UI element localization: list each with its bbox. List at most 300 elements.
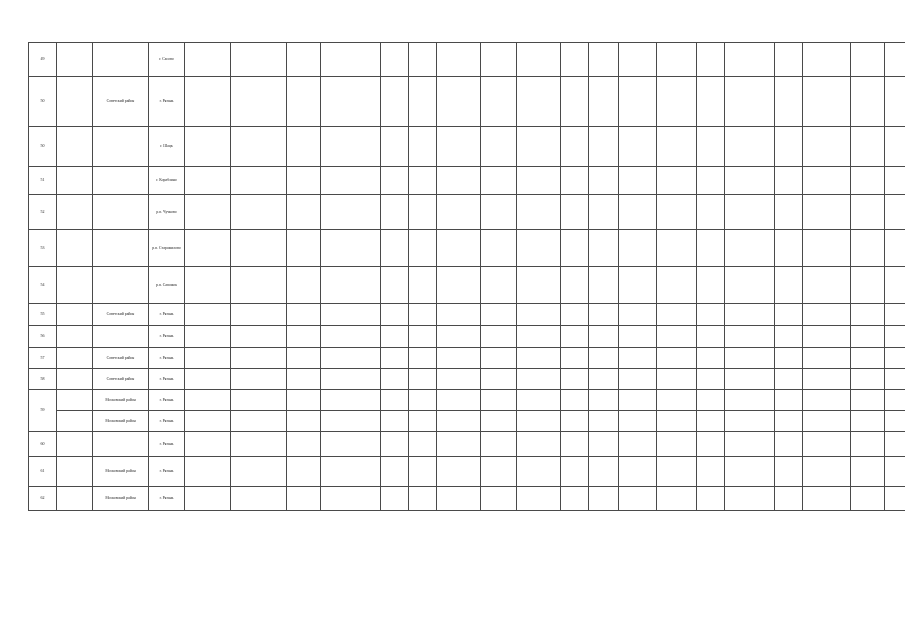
table-cell [231,457,287,487]
table-cell [185,487,231,511]
table-cell [589,267,619,304]
table-cell [381,390,409,411]
table-cell [657,43,697,77]
table-cell [885,195,905,230]
table-cell [57,304,93,326]
table-cell [185,457,231,487]
table-cell [851,195,885,230]
table-cell [589,195,619,230]
table-cell [697,267,725,304]
locality-cell: р.п. Чучково [149,195,185,230]
table-cell [803,304,851,326]
table-cell [775,167,803,195]
table-cell [321,230,381,267]
table-cell [803,487,851,511]
locality-cell: р.п. Старожилово [149,230,185,267]
table-row [29,390,905,411]
table-cell [619,411,657,432]
table-cell [803,369,851,390]
table-cell [803,267,851,304]
table-cell [725,304,775,326]
table-cell [697,457,725,487]
table-cell [657,195,697,230]
table-cell [409,390,437,411]
table-cell [287,304,321,326]
table-cell [481,304,517,326]
table-cell [481,230,517,267]
table-cell [481,43,517,77]
table-cell [885,43,905,77]
table-cell [851,369,885,390]
table-cell [561,390,589,411]
table-cell [287,167,321,195]
table-cell [725,127,775,167]
table-row [29,369,905,390]
table-cell [775,43,803,77]
table-cell [517,432,561,457]
table-cell [437,487,481,511]
table-cell [481,77,517,127]
table-cell [437,432,481,457]
table-cell [481,167,517,195]
table-cell [619,326,657,348]
table-cell [517,77,561,127]
locality-cell: р.п. Сапожок [149,267,185,304]
district-cell [93,326,149,348]
table-cell [409,432,437,457]
locality-cell: г. Шацк [149,127,185,167]
table-cell [657,432,697,457]
table-cell [657,304,697,326]
table-cell [885,326,905,348]
row-number: 49 [29,43,57,77]
locality-cell: г. Рязань [149,411,185,432]
table-cell [481,195,517,230]
district-cell: Советский район [93,348,149,369]
table-cell [657,230,697,267]
table-cell [885,77,905,127]
table-cell [561,304,589,326]
table-row [29,127,905,167]
table-cell [775,457,803,487]
table-cell [851,167,885,195]
table-cell [885,167,905,195]
table-cell [697,43,725,77]
table-cell [725,457,775,487]
table-cell [321,267,381,304]
table-cell [589,369,619,390]
table-cell [437,348,481,369]
table-cell [657,167,697,195]
table-cell [231,326,287,348]
table-row [29,43,905,77]
table-cell [657,267,697,304]
row-number: 59 [29,390,57,432]
table-cell [57,369,93,390]
table-cell [381,348,409,369]
district-cell: Советский район [93,369,149,390]
table-row [29,267,905,304]
table-cell [231,432,287,457]
table-cell [803,127,851,167]
table-cell [619,77,657,127]
table-cell [409,43,437,77]
table-cell [697,304,725,326]
table-cell [561,348,589,369]
table-cell [57,457,93,487]
table-cell [619,195,657,230]
table-cell [697,195,725,230]
table-cell [321,369,381,390]
table-cell [775,326,803,348]
table-cell [381,167,409,195]
locality-cell: г. Сасово [149,43,185,77]
table-cell [437,326,481,348]
district-cell [93,267,149,304]
table-cell [775,230,803,267]
table-cell [589,326,619,348]
table-row [29,304,905,326]
table-cell [231,43,287,77]
table-cell [321,411,381,432]
locality-cell: г. Рязань [149,369,185,390]
table-cell [185,167,231,195]
locality-cell: г. Рязань [149,304,185,326]
table-cell [885,411,905,432]
table-cell [57,326,93,348]
table-cell [725,230,775,267]
row-number: 58 [29,369,57,390]
table-cell [775,77,803,127]
table-cell [619,487,657,511]
table-row [29,411,905,432]
table-cell [561,457,589,487]
row-number: 62 [29,487,57,511]
table-cell [321,487,381,511]
table-cell [803,43,851,77]
table-cell [775,267,803,304]
table-cell [697,230,725,267]
table-cell [885,127,905,167]
table-cell [589,348,619,369]
row-number: 55 [29,304,57,326]
table-cell [803,230,851,267]
table-cell [589,77,619,127]
table-cell [57,167,93,195]
table-cell [561,487,589,511]
table-cell [561,195,589,230]
table-cell [381,43,409,77]
table-cell [409,304,437,326]
table-cell [589,487,619,511]
table-cell [231,487,287,511]
table-cell [185,369,231,390]
district-cell: Советский район [93,304,149,326]
table-cell [851,326,885,348]
table-cell [287,348,321,369]
table-cell [481,267,517,304]
table-cell [803,195,851,230]
table-cell [619,127,657,167]
table-cell [481,411,517,432]
row-number: 52 [29,195,57,230]
table-cell [657,390,697,411]
table-cell [57,230,93,267]
table-cell [321,348,381,369]
row-number: 50 [29,127,57,167]
district-cell: Московский район [93,457,149,487]
table-cell [321,390,381,411]
table-cell [185,390,231,411]
table-cell [231,411,287,432]
table-row [29,195,905,230]
district-cell [93,230,149,267]
table-cell [185,411,231,432]
table-cell [775,304,803,326]
table-cell [321,457,381,487]
table-cell [481,487,517,511]
table-cell [589,304,619,326]
table-cell [57,77,93,127]
table-cell [775,411,803,432]
table-cell [57,411,93,432]
table-cell [589,432,619,457]
locality-cell: г. Рязань [149,348,185,369]
table-cell [437,411,481,432]
table-cell [185,432,231,457]
table-cell [885,267,905,304]
table-cell [775,127,803,167]
district-cell [93,167,149,195]
table-cell [517,127,561,167]
table-cell [321,326,381,348]
table-cell [619,457,657,487]
row-number: 61 [29,457,57,487]
table-cell [287,369,321,390]
table-cell [803,432,851,457]
table-cell [437,457,481,487]
table-cell [381,326,409,348]
table-cell [287,487,321,511]
table-cell [803,167,851,195]
table-cell [589,411,619,432]
table-cell [561,432,589,457]
table-cell [321,43,381,77]
locality-cell: г. Рязань [149,432,185,457]
table-cell [697,390,725,411]
table-cell [697,411,725,432]
row-number: 50 [29,77,57,127]
table-cell [517,304,561,326]
table-cell [657,457,697,487]
table-cell [851,390,885,411]
table-cell [775,348,803,369]
table-cell [619,167,657,195]
table-cell [481,369,517,390]
table-cell [185,230,231,267]
table-cell [885,369,905,390]
table-cell [803,77,851,127]
table-cell [381,127,409,167]
table-cell [437,43,481,77]
table-cell [517,487,561,511]
table-cell [185,77,231,127]
table-cell [697,487,725,511]
table-cell [287,267,321,304]
table-cell [657,127,697,167]
table-cell [287,326,321,348]
table-cell [851,267,885,304]
table-cell [851,230,885,267]
table-cell [561,369,589,390]
table-cell [657,411,697,432]
table-cell [57,487,93,511]
table-cell [231,369,287,390]
registry-rows [29,43,905,511]
table-cell [589,43,619,77]
table-cell [589,230,619,267]
table-cell [321,432,381,457]
table-cell [321,167,381,195]
table-cell [775,195,803,230]
table-cell [231,304,287,326]
locality-cell: г. Кораблино [149,167,185,195]
table-cell [381,411,409,432]
table-cell [409,127,437,167]
locality-cell: г. Рязань [149,487,185,511]
table-cell [697,369,725,390]
table-cell [725,348,775,369]
table-cell [803,326,851,348]
table-cell [517,195,561,230]
table-cell [517,167,561,195]
table-cell [851,43,885,77]
table-cell [231,195,287,230]
table-cell [409,230,437,267]
table-cell [409,167,437,195]
district-cell [93,43,149,77]
table-cell [697,432,725,457]
table-row [29,432,905,457]
table-cell [725,195,775,230]
table-cell [381,369,409,390]
table-cell [185,348,231,369]
table-cell [885,230,905,267]
table-cell [185,127,231,167]
table-cell [697,127,725,167]
table-cell [287,43,321,77]
table-cell [725,77,775,127]
table-row [29,230,905,267]
district-cell [93,432,149,457]
table-cell [851,411,885,432]
table-cell [619,432,657,457]
table-cell [409,77,437,127]
table-cell [851,127,885,167]
table-cell [381,432,409,457]
table-cell [851,487,885,511]
table-cell [725,326,775,348]
table-cell [409,457,437,487]
table-cell [287,127,321,167]
table-cell [885,304,905,326]
table-cell [381,77,409,127]
table-cell [803,457,851,487]
table-cell [409,326,437,348]
table-cell [775,390,803,411]
table-cell [851,348,885,369]
table-cell [481,348,517,369]
table-cell [381,457,409,487]
table-row [29,77,905,127]
table-cell [885,487,905,511]
table-cell [561,127,589,167]
table-cell [589,390,619,411]
table-cell [185,195,231,230]
table-cell [409,195,437,230]
row-number: 51 [29,167,57,195]
row-number: 60 [29,432,57,457]
table-cell [287,457,321,487]
table-cell [561,230,589,267]
table-cell [885,457,905,487]
table-cell [481,432,517,457]
table-cell [381,487,409,511]
table-cell [517,369,561,390]
table-cell [725,43,775,77]
table-cell [231,267,287,304]
table-cell [437,195,481,230]
table-cell [437,304,481,326]
table-cell [481,390,517,411]
table-cell [231,390,287,411]
table-cell [803,390,851,411]
table-cell [657,326,697,348]
table-cell [517,43,561,77]
table-cell [57,43,93,77]
table-cell [561,267,589,304]
table-cell [851,432,885,457]
table-cell [803,411,851,432]
table-cell [185,267,231,304]
table-cell [287,390,321,411]
table-cell [185,304,231,326]
table-cell [589,167,619,195]
table-cell [57,432,93,457]
locality-cell: г. Рязань [149,457,185,487]
table-cell [725,390,775,411]
table-cell [437,230,481,267]
table-cell [321,304,381,326]
table-cell [381,230,409,267]
locality-cell: г. Рязань [149,77,185,127]
table-cell [321,127,381,167]
row-number: 56 [29,326,57,348]
table-cell [775,369,803,390]
table-cell [851,304,885,326]
table-cell [231,230,287,267]
table-cell [517,390,561,411]
table-cell [725,369,775,390]
table-row [29,326,905,348]
row-number: 54 [29,267,57,304]
table-cell [561,43,589,77]
table-cell [697,167,725,195]
table-cell [381,304,409,326]
table-cell [287,195,321,230]
table-cell [437,369,481,390]
table-cell [231,348,287,369]
